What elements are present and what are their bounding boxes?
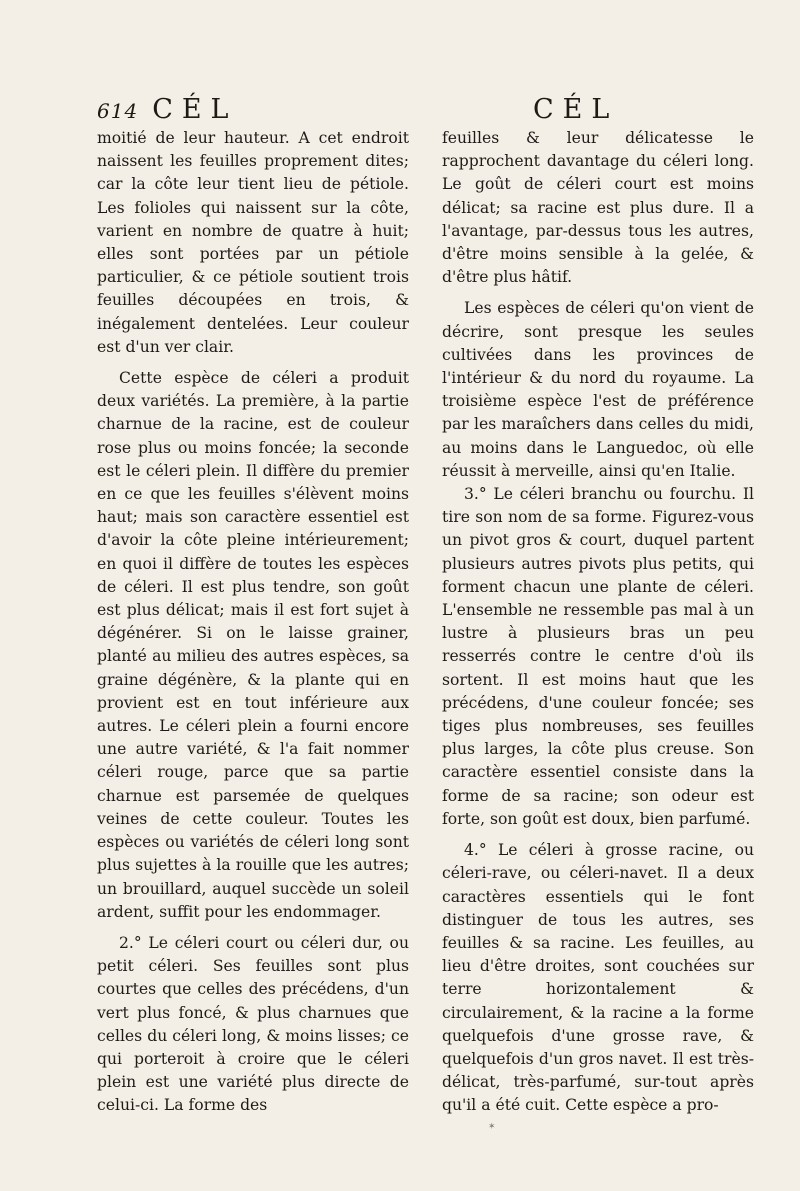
running-header-left: [97, 96, 238, 123]
right-column: [442, 127, 754, 1118]
paragraph: Cette espèce de céleri a produit deux variétés. La première, à la partie charnue de la racine, est de couleur rose plus ou moins foncée; la seconde est le céleri plein. Il diffère du premier en ce que les feuilles s'élèvent moins haut; mais son caractère essentiel est d'avoir la côte pleine intérieurement; en quoi il diffère de toutes les espèces de céleri. Il est plus tendre, son goût est plus délicat; mais il est fort sujet à dégénérer. Si on le laisse grainer, planté au milieu des autres espèces, sa graine dégénère, & la plante qui en provient est en tout inférieure aux autres. Le céleri plein a fourni encore une autre variété, & l'a fait nommer céleri rouge, parce que sa partie charnue est parsemée de quelques veines de cette couleur. Toutes les espèces ou variétés de céleri long sont plus sujettes à la rouille que les autres; un brouillard, auquel succède un soleil ardent, suffit pour les endommager.: [97, 369, 409, 921]
left-column: [97, 127, 409, 1118]
paragraph: feuilles & leur délicatesse le rapprochent davantage du céleri long. Le goût de céleri court est moins délicat; sa racine est plus dure. Il a l'avantage, par-dessus tous les autres, d'être moins sensible à la gelée, & d'être plus hâtif.: [442, 129, 754, 287]
page-number: 614: [97, 99, 139, 123]
running-header-right: CÉL: [533, 94, 619, 125]
paragraph: 2.° Le céleri court ou céleri dur, ou petit céleri. Ses feuilles sont plus courtes que celles des précédens, d'un vert plus foncé, & plus charnues que celles du céleri long, & moins lisses; ce qui porteroit à croire que le céleri plein est une variété plus directe de celui-ci. La forme des: [97, 933, 409, 1115]
paragraph: Les espèces de céleri qu'on vient de décrire, sont presque les seules cultivées dans les provinces de l'intérieur & du nord du royaume. La troisième espèce l'est de préférence par les maraîchers dans celles du midi, au moins dans le Languedoc, où elle réussit à merveille, ainsi qu'en Italie.: [442, 299, 754, 480]
paragraph: 3.° Le céleri branchu ou fourchu. Il tire son nom de sa forme. Figurez-vous un pivot gros & court, duquel partent plusieurs autres pivots plus petits, qui forment chacun une plante de céleri. L'ensemble ne ressemble pas mal à un lustre à plusieurs bras un peu resserrés contre le centre d'où ils sortent. Il est moins haut que les précédens, d'une couleur foncée; ses tiges plus nombreuses, ses feuilles plus larges, la côte plus creuse. Son caractère essentiel consiste dans la forme de sa racine; son odeur est forte, son goût est doux, bien parfumé.: [442, 485, 754, 828]
paper-mark: ✶: [488, 1122, 496, 1132]
header-title-left: CÉL: [152, 94, 238, 125]
paragraph: moitié de leur hauteur. A cet endroit naissent les feuilles proprement dites; car la côte leur tient lieu de pétiole. Les folioles qui naissent sur la côte, varient en nombre de quatre à huit; elles sont portées par un pétiole particulier, & ce pétiole soutient trois feuilles découpées en trois, & inégalement dentelées. Leur couleur est d'un ver clair.: [97, 129, 409, 356]
paragraph: 4.° Le céleri à grosse racine, ou céleri-rave, ou céleri-navet. Il a deux caractères essentiels qui le font distinguer de tous les autres, ses feuilles & sa racine. Les feuilles, au lieu d'être droites, sont couchées sur terre horizontalement & circulairement, & la racine a la forme quelquefois d'une grosse rave, & quelquefois d'un gros navet. Il est très-délicat, très-parfumé, sur-tout après qu'il a été cuit. Cette espèce a pro-: [442, 841, 754, 1115]
